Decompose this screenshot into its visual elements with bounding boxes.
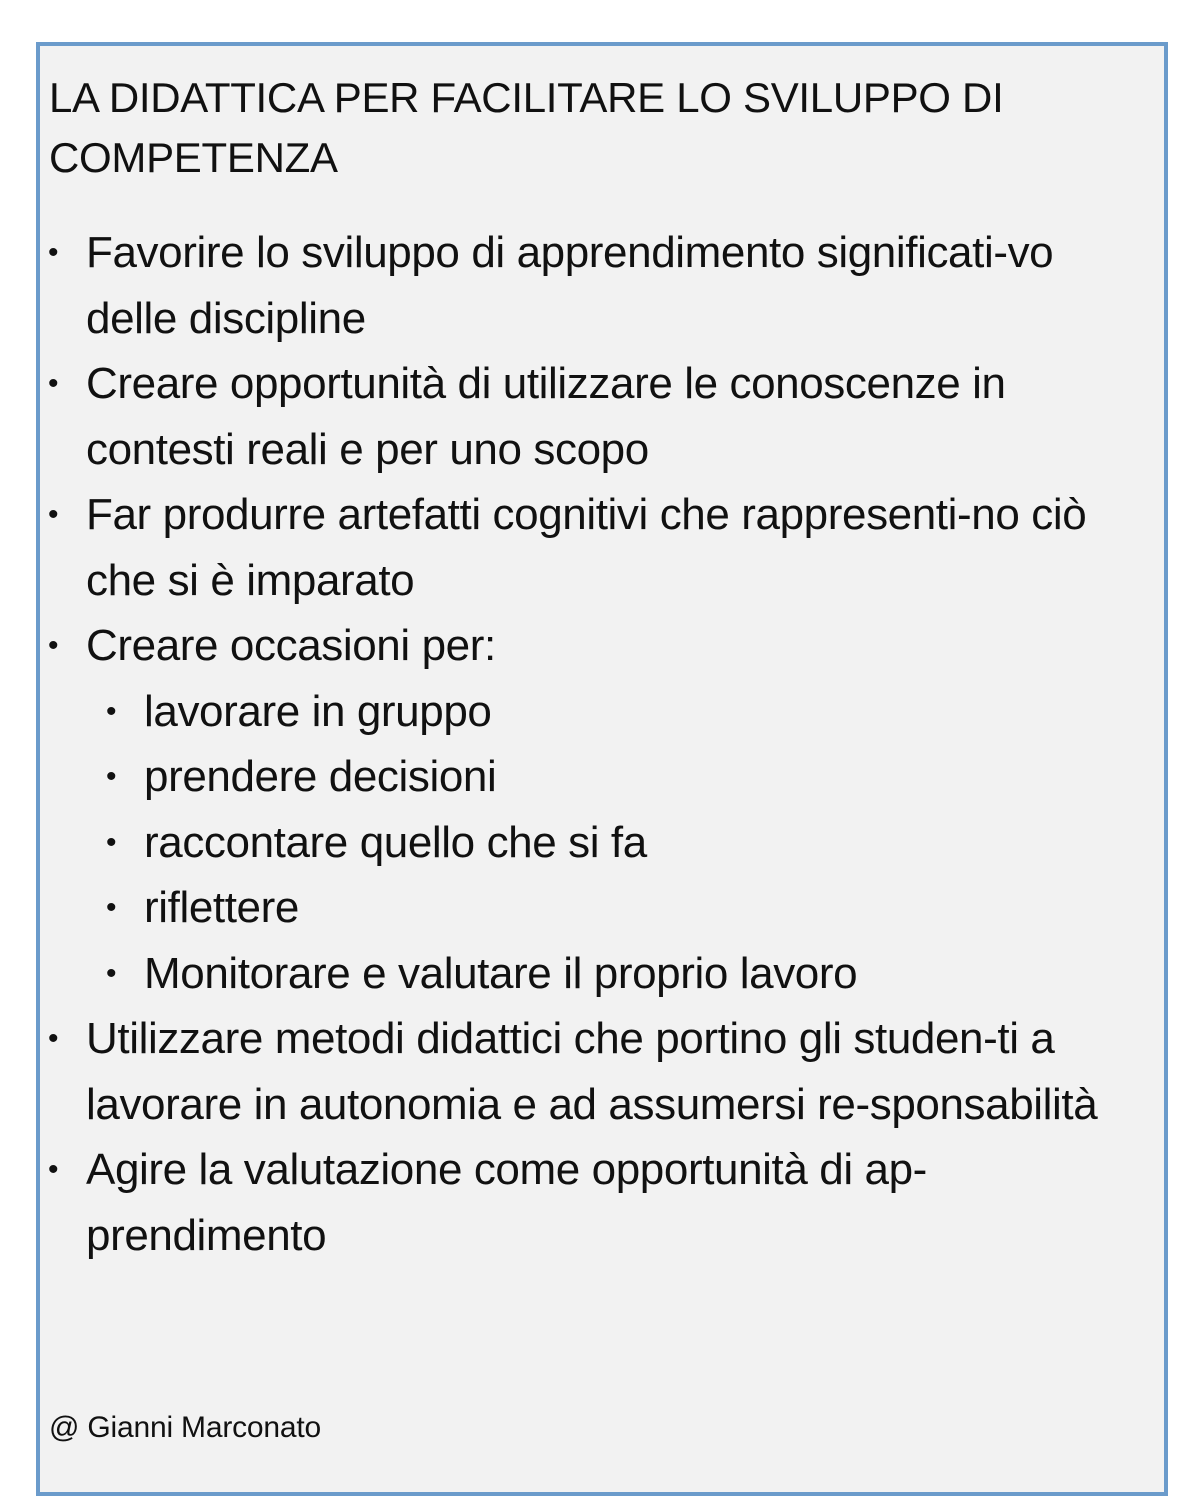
sub-list-item bbox=[40, 810, 1158, 876]
bullet-icon: • bbox=[48, 1153, 59, 1186]
bullet-icon: • bbox=[48, 498, 59, 531]
list-item-text: Favorire lo sviluppo di apprendimento significati-vo delle discipline bbox=[86, 228, 1054, 343]
bullet-icon: • bbox=[106, 956, 117, 990]
bullet-icon: • bbox=[48, 367, 59, 400]
bullet-icon: • bbox=[106, 760, 117, 793]
list-item-text: Creare opportunità di utilizzare le conoscenze in contesti reali e per uno scopo bbox=[86, 359, 1006, 474]
author-credit: @ Gianni Marconato bbox=[49, 1411, 321, 1444]
list-item-text: lavorare in gruppo bbox=[144, 686, 492, 736]
bullet-icon: • bbox=[48, 1022, 59, 1055]
sub-list-item bbox=[40, 941, 1158, 1007]
list-item-text: Agire la valutazione come opportunità di ap-prendimento bbox=[86, 1145, 927, 1260]
list-item-text: Monitorare e valutare il proprio lavoro bbox=[144, 948, 858, 998]
list-item-text: prendere decisioni bbox=[144, 752, 497, 801]
document-card bbox=[36, 42, 1168, 1496]
list-item bbox=[40, 613, 1158, 679]
list-item bbox=[40, 1006, 1158, 1137]
bullet-icon: • bbox=[106, 825, 117, 859]
sub-list-item bbox=[40, 744, 1158, 810]
list-item-text: Far produrre artefatti cognitivi che rappresenti-no ciò che si è imparato bbox=[86, 490, 1087, 605]
document-title: LA DIDATTICA PER FACILITARE LO SVILUPPO DI COMPETENZA bbox=[49, 74, 1004, 181]
bullet-icon: • bbox=[106, 694, 117, 728]
list-item bbox=[40, 1137, 1158, 1268]
list-item-text: raccontare quello che si fa bbox=[144, 817, 647, 867]
list-item bbox=[40, 220, 1158, 351]
bullet-icon: • bbox=[48, 629, 59, 662]
list-item bbox=[40, 351, 1158, 482]
list-item-text: riflettere bbox=[144, 883, 299, 932]
list-item bbox=[40, 482, 1158, 613]
sub-list-item bbox=[40, 875, 1158, 941]
sub-list-item bbox=[40, 679, 1158, 745]
list-item-text: Utilizzare metodi didattici che portino gli studen-ti a lavorare in autonomia e ad assumersi re-sponsabilità bbox=[86, 1014, 1098, 1129]
bullet-icon: • bbox=[48, 236, 59, 269]
bullet-icon: • bbox=[106, 891, 117, 924]
bullet-list bbox=[40, 220, 1158, 1268]
list-item-text: Creare occasioni per: bbox=[86, 621, 496, 670]
